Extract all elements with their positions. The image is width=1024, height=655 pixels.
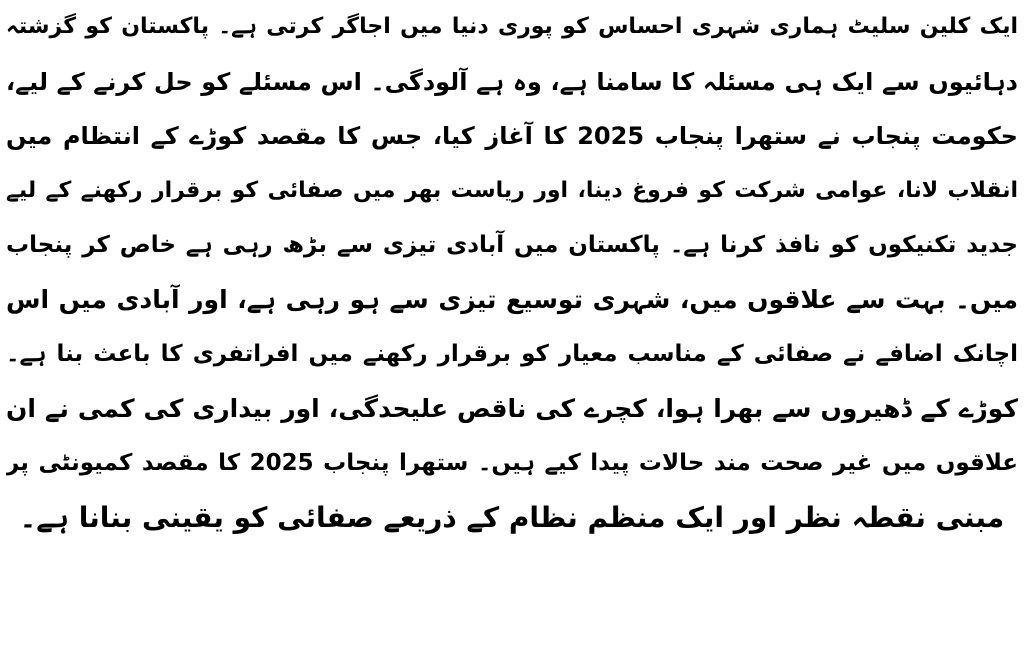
- paragraph-line-2: دہائیوں سے ایک ہی مسئلہ کا سامنا ہے، وہ ہے آلودگی۔ اس مسئلے کو حل کرنے کے لیے،: [6, 67, 1018, 96]
- paragraph-line-1: ایک کلین سلیٹ ہماری شہری احساس کو پوری دنیا میں اجاگر کرتی ہے۔ پاکستان کو گزشتہ: [6, 14, 1018, 39]
- paragraph-line-7: اچانک اضافے نے صفائی کے مناسب معیار کو برقرار رکھنے میں افراتفری کا باعث بنا ہے۔: [6, 341, 1018, 367]
- urdu-paragraph: [6, 0, 1018, 655]
- paragraph-line-10: مبنی نقطہ نظر اور ایک منظم نظام کے ذریعے صفائی کو یقینی بنانا ہے۔: [19, 500, 1005, 534]
- paragraph-line-8: کوڑے کے ڈھیروں سے بھرا ہوا، کچرے کی ناقص علیحدگی، اور بیداری کی کمی نے ان: [6, 393, 1018, 423]
- paragraph-line-6: میں۔ بہت سے علاقوں میں، شہری توسیع تیزی سے ہو رہی ہے، اور آبادی میں اس: [6, 284, 1018, 314]
- paragraph-line-4: انقلاب لانا، عوامی شرکت کو فروغ دینا، اور ریاست بھر میں صفائی کو برقرار رکھنے کے لیے: [6, 177, 1018, 203]
- paragraph-line-5: جدید تکنیکوں کو نافذ کرنا ہے۔ پاکستان میں آبادی تیزی سے بڑھ رہی ہے خاص کر پنجاب: [6, 232, 1018, 258]
- paragraph-line-9: علاقوں میں غیر صحت مند حالات پیدا کیے ہیں۔ ستھرا پنجاب 2025 کا مقصد کمیونٹی پر: [6, 450, 1018, 476]
- paragraph-line-3: حکومت پنجاب نے ستھرا پنجاب 2025 کا آغاز کیا، جس کا مقصد کوڑے کے انتظام میں: [6, 122, 1018, 150]
